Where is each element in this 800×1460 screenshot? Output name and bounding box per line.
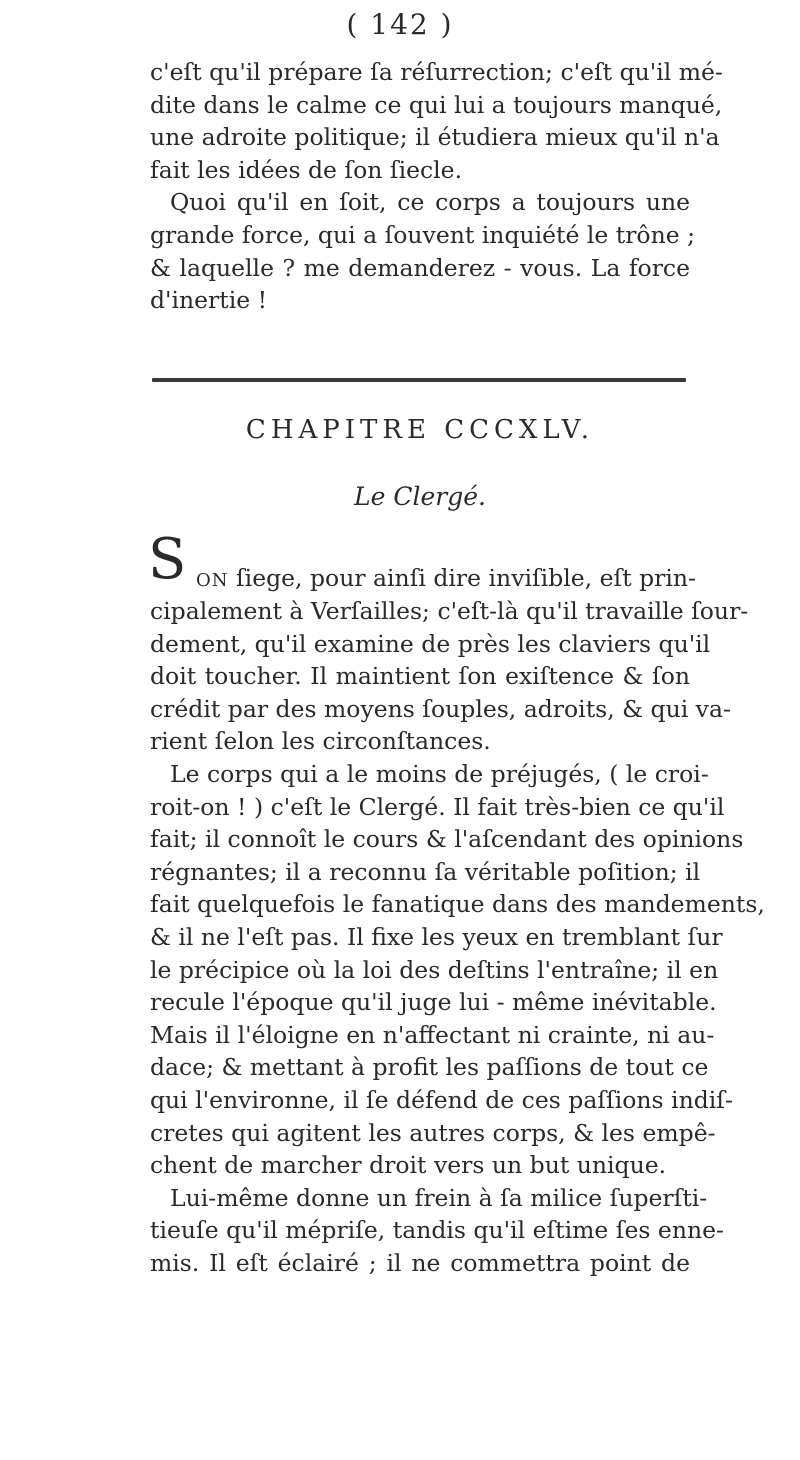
text-line: le précipice où la loi des deſtins l'entraîne; il en	[150, 955, 719, 984]
text-line: & il ne l'eſt pas. Il fixe les yeux en tremblant ſur	[150, 922, 723, 951]
text-line: fait quelquefois le fanatique dans des mandements,	[150, 890, 765, 919]
text-line: cipalement à Verſailles; c'eſt-là qu'il travaille ſour-	[150, 597, 749, 625]
text-line: roit-on ! ) c'eſt le Clergé. Il fait très-bien ce qu'il	[150, 792, 725, 821]
chapter-first-line	[196, 562, 696, 598]
text-line: dement, qu'il examine de près les claviers qu'il	[150, 629, 711, 658]
text-line: rient ſelon les circonſtances.	[150, 727, 491, 756]
text-line: Le corps qui a le moins de préjugés, ( le croi-	[170, 759, 709, 788]
drop-cap: S	[148, 527, 187, 592]
text-line: doit toucher. Il maintient ſon exiſtence & ſon	[150, 662, 690, 691]
text-line: crédit par des moyens ſouples, adroits, & qui va-	[150, 694, 731, 723]
page-number: ( 142 )	[346, 8, 454, 41]
text-line: Mais il l'éloigne en n'affectant ni crainte, ni au-	[150, 1020, 715, 1049]
text-line: chent de marcher droit vers un but unique.	[150, 1151, 667, 1180]
text-line: fait; il connoît le cours & l'aſcendant des opinions	[150, 825, 744, 854]
text-line: régnantes; il a reconnu ſa véritable poſition; il	[150, 857, 701, 886]
text-line: grande force, qui a ſouvent inquiété le trône ;	[150, 220, 696, 249]
text-line: d'inertie !	[150, 286, 268, 315]
text-line: dace; & mettant à profit les paſſions de tout ce	[150, 1053, 709, 1082]
text-line: tieuſe qu'il mépriſe, tandis qu'il eſtime ſes enne-	[150, 1216, 724, 1245]
chapter-subtitle: Le Clergé.	[354, 482, 486, 511]
text-line: dite dans le calme ce qui lui a toujours manqué,	[150, 90, 723, 119]
text-line: Lui-même donne un frein à ſa milice ſuperſti-	[170, 1183, 708, 1212]
text-line: fait les idées de ſon ſiecle.	[150, 155, 463, 184]
text-line: recule l'époque qu'il juge lui - même inévitable.	[150, 988, 717, 1017]
text-line: & laquelle ? me demanderez - vous. La force	[150, 253, 690, 282]
text-line: Quoi qu'il en ſoit, ce corps a toujours une	[170, 188, 690, 217]
first-line-text: ſiege, pour ainſi dire inviſible, eſt prin-	[228, 564, 696, 592]
text-line: une adroite politique; il étudiera mieux qu'il n'a	[150, 123, 720, 152]
chapter-heading: CHAPITRE CCCXLV.	[245, 415, 595, 445]
section-divider	[152, 378, 686, 382]
text-line: qui l'environne, il ſe défend de ces paſſions indiſ-	[150, 1085, 733, 1114]
text-line: mis. Il eſt éclairé ; il ne commettra point de	[150, 1248, 690, 1277]
intro-paragraphs	[150, 56, 723, 317]
first-word-smallcaps: ON	[196, 570, 229, 591]
text-line: cretes qui agitent les autres corps, & les empê-	[150, 1118, 716, 1147]
text-line: c'eſt qu'il prépare ſa réſurrection; c'eſt qu'il mé-	[150, 58, 723, 86]
chapter-body	[150, 595, 765, 1279]
